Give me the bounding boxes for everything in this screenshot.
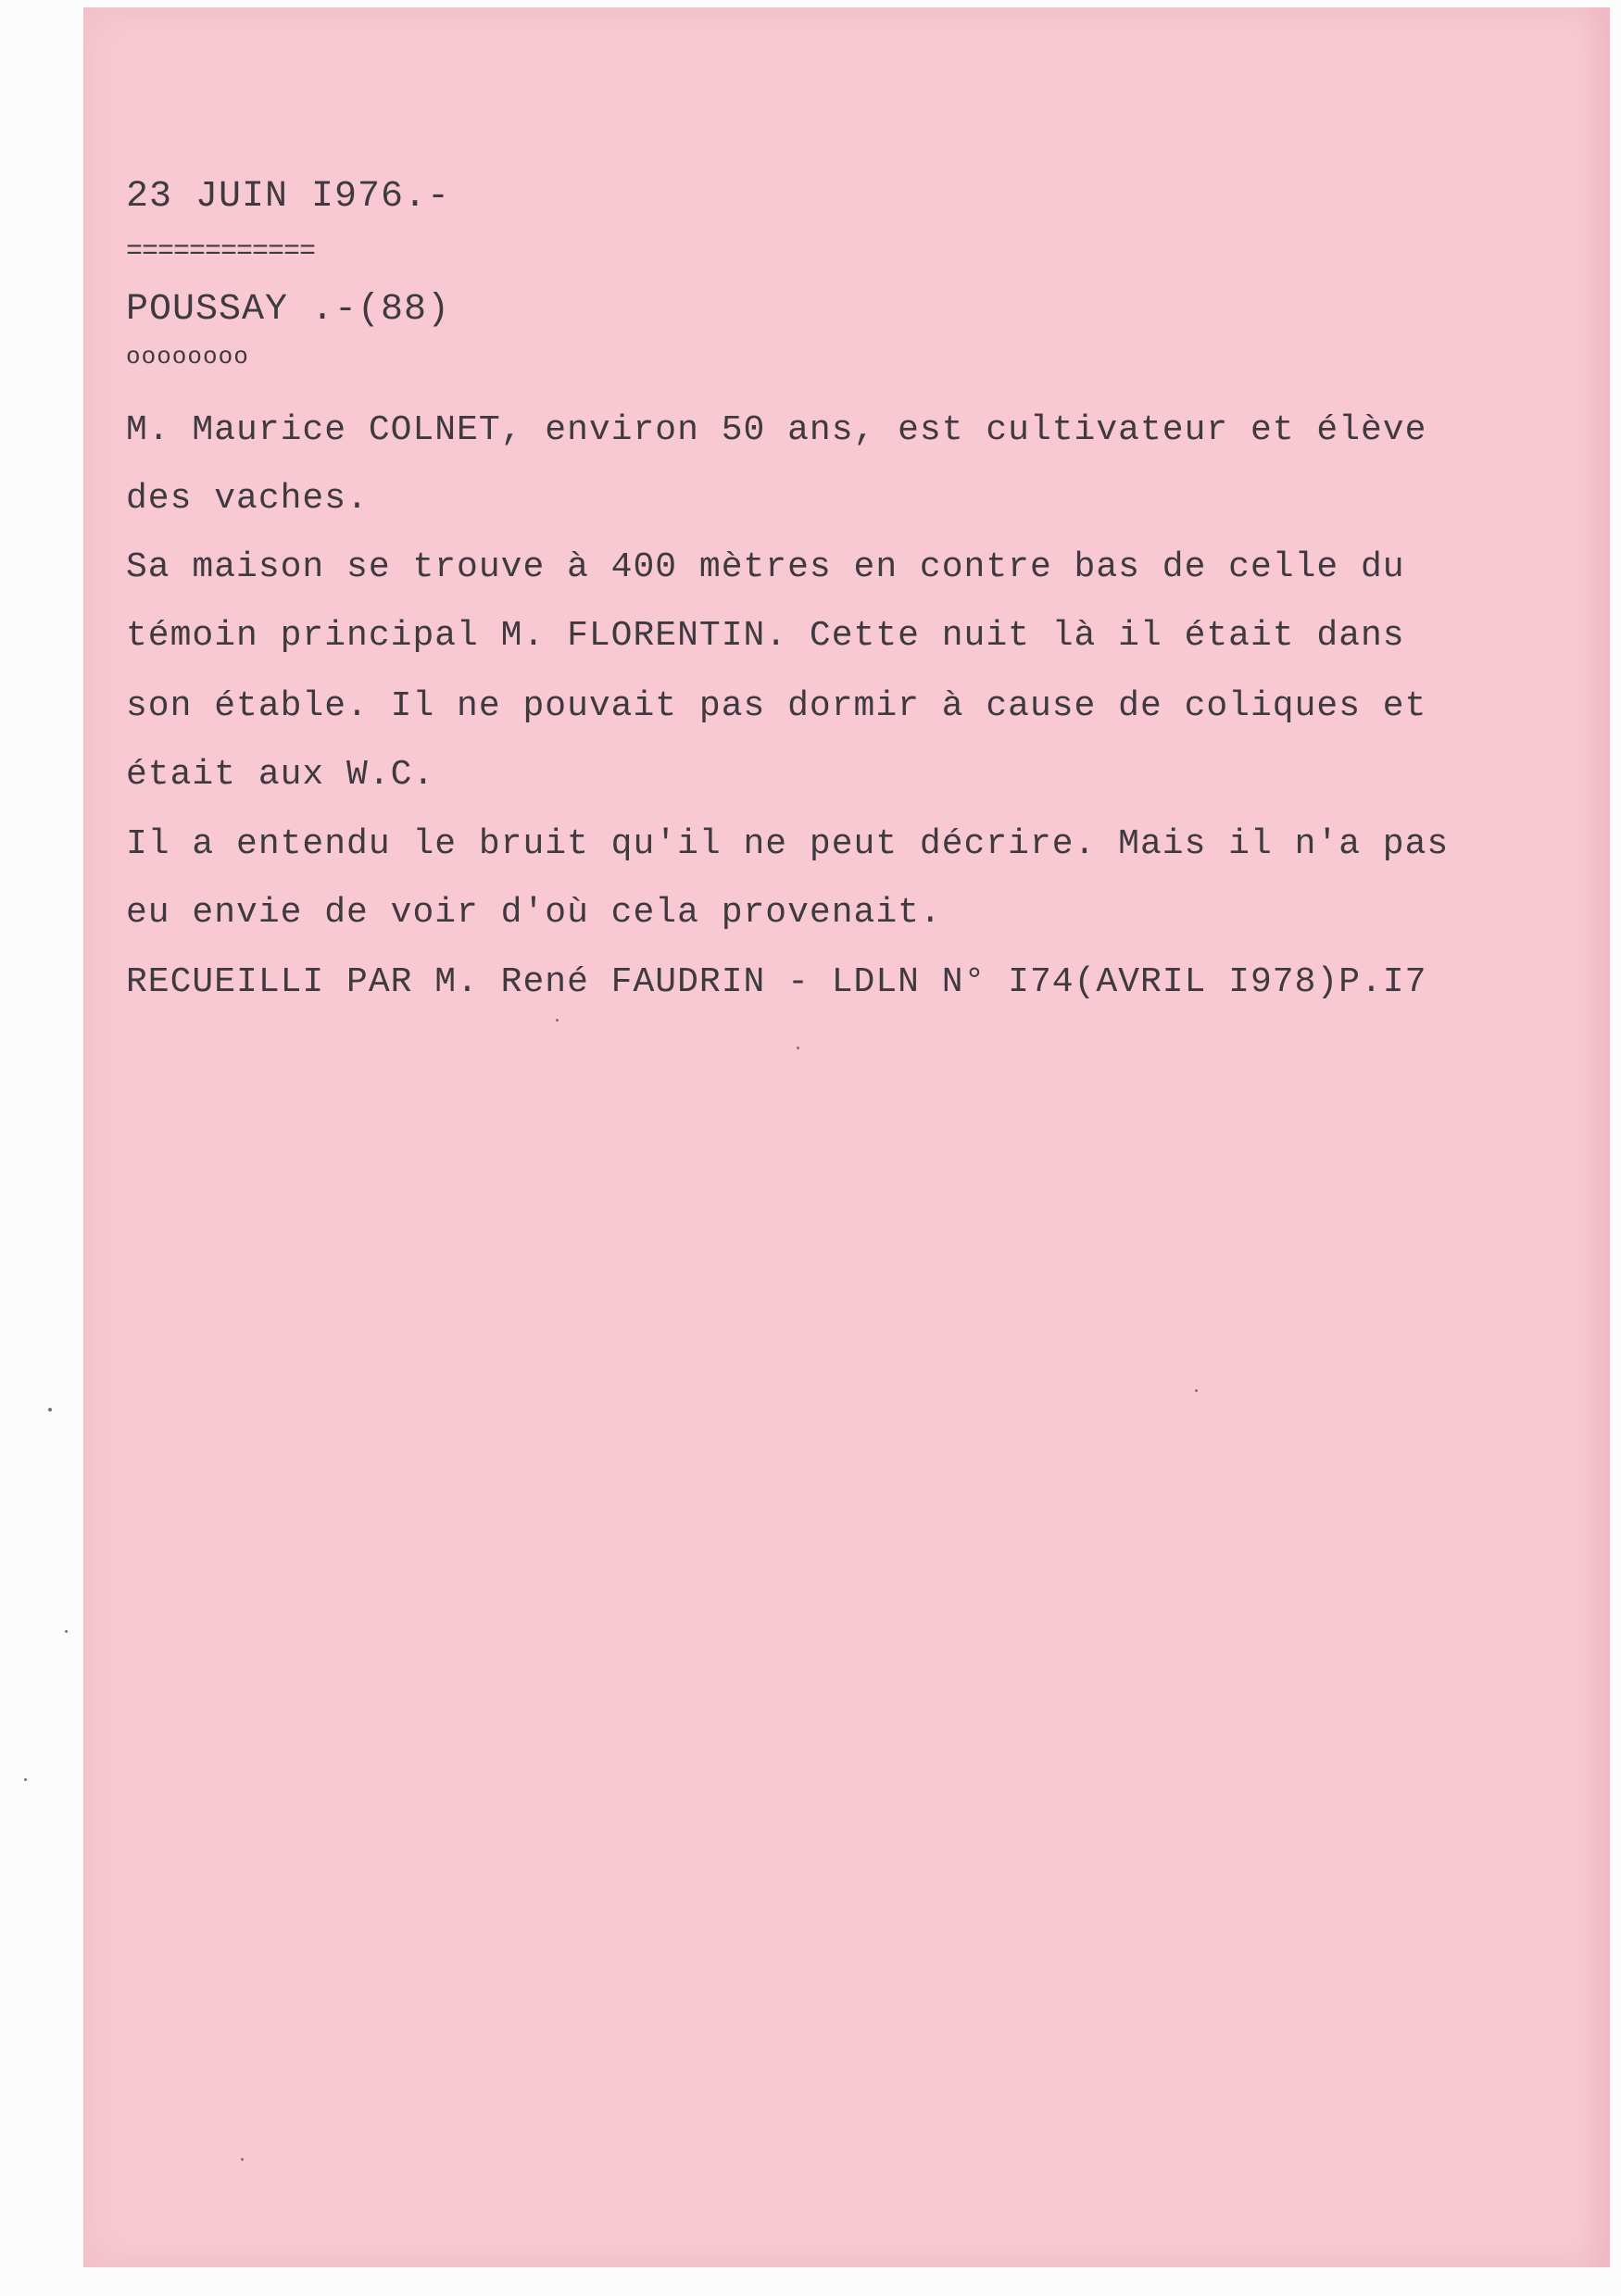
dust-speck [241,2158,244,2161]
date-underline: ============ [126,236,316,268]
body-line: M. Maurice COLNET, environ 50 ans, est cultivateur et élève [126,410,1427,450]
body-line: des vaches. [126,479,369,519]
body-line: témoin principal M. FLORENTIN. Cette nuit là il était dans [126,616,1405,656]
report-location: POUSSAY .-(88) [126,289,451,331]
dust-speck [556,1019,559,1022]
dust-speck [797,1047,799,1049]
body-line: Il a entendu le bruit qu'il ne peut décrire. Mais il n'a pas [126,824,1450,864]
report-date: 23 JUIN I976.- [126,176,451,218]
dust-speck [65,1630,68,1633]
dust-speck [24,1778,27,1781]
pink-paper-sheet [83,7,1610,2267]
location-underline: oooooooo [126,343,249,370]
source-citation: RECUEILLI PAR M. René FAUDRIN - LDLN N° I74(AVRIL I978)P.I7 [126,962,1427,1002]
body-line: eu envie de voir d'où cela provenait. [126,893,942,933]
body-line: était aux W.C. [126,755,435,795]
body-line: Sa maison se trouve à 400 mètres en contre bas de celle du [126,547,1405,587]
paper-edge-shadow [1578,7,1610,2267]
dust-speck [48,1408,52,1411]
body-line: son étable. Il ne pouvait pas dormir à cause de coliques et [126,686,1427,726]
dust-speck [1195,1389,1198,1392]
